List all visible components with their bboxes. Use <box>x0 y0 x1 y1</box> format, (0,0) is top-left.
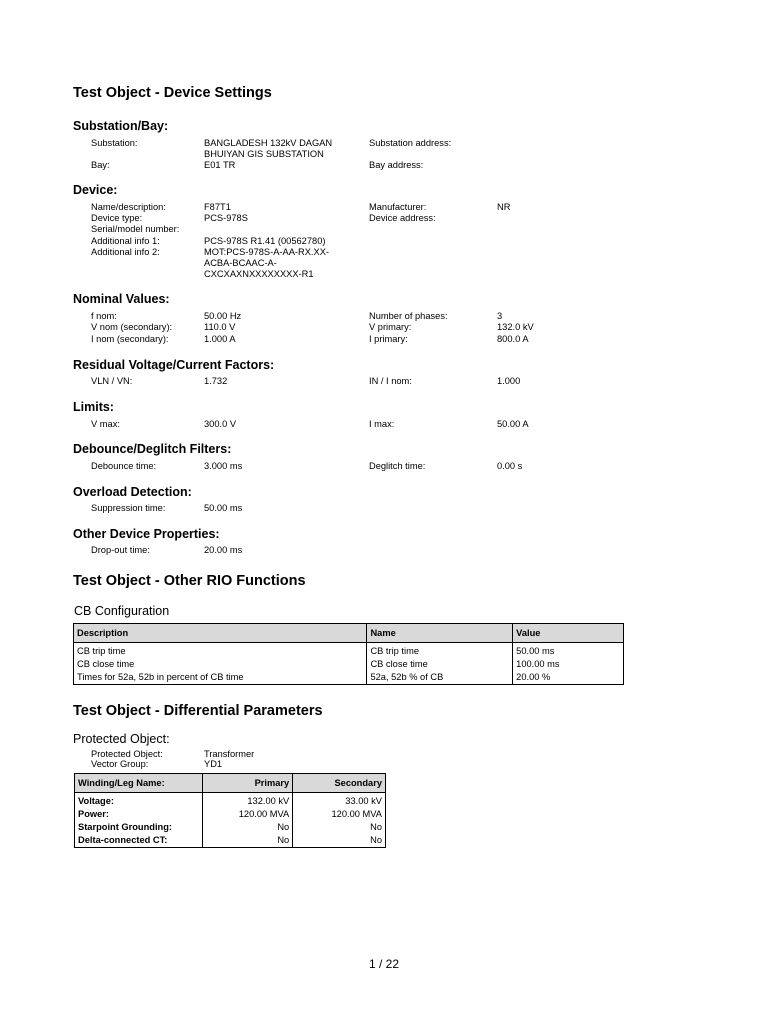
label-debounce-time: Debounce time: <box>91 461 157 471</box>
label-f-nom: f nom: <box>91 311 117 321</box>
cell-parameter: Delta-connected CT: <box>75 834 203 848</box>
cell-primary: No <box>202 834 293 848</box>
value-i-nom: 1.000 A <box>204 334 236 344</box>
heading-cb-configuration: CB Configuration <box>74 604 170 618</box>
value-v-nom: 110.0 V <box>204 322 236 332</box>
table-header-row <box>74 624 624 643</box>
value-suppression-time: 50.00 ms <box>204 503 243 513</box>
label-vln-vn: VLN / VN: <box>91 376 133 386</box>
value-substation: BANGLADESH 132kV DAGAN BHUIYAN GIS SUBSTATION <box>204 138 333 159</box>
label-deglitch-time: Deglitch time: <box>369 461 426 471</box>
value-device-type: PCS-978S <box>204 213 248 223</box>
cell-secondary: No <box>293 821 386 834</box>
cell-secondary: No <box>293 834 386 848</box>
label-suppression-time: Suppression time: <box>91 503 166 513</box>
label-substation-address: Substation address: <box>369 138 452 148</box>
value-deglitch-time: 0.00 s <box>497 461 523 471</box>
section-title-rio-functions: Test Object - Other RIO Functions <box>73 573 306 589</box>
column-header-description: Description <box>74 624 367 643</box>
heading-other-device-properties: Other Device Properties: <box>73 527 220 541</box>
label-additional-info-1: Additional info 1: <box>91 236 160 246</box>
section-title-device-settings: Test Object - Device Settings <box>73 85 272 101</box>
cell-primary: 132.00 kV <box>202 793 293 809</box>
value-name-description: F87T1 <box>204 202 231 212</box>
heading-debounce-filters: Debounce/Deglitch Filters: <box>73 442 232 456</box>
label-device-type: Device type: <box>91 213 143 223</box>
heading-substation-bay: Substation/Bay: <box>73 119 169 133</box>
value-vector-group: YD1 <box>204 759 223 769</box>
label-device-address: Device address: <box>369 213 436 223</box>
cell-description: CB trip time <box>74 643 367 659</box>
label-name-description: Name/description: <box>91 202 166 212</box>
column-header-winding: Winding/Leg Name: <box>75 774 203 793</box>
label-in-inom: IN / I nom: <box>369 376 412 386</box>
label-number-of-phases: Number of phases: <box>369 311 448 321</box>
label-vector-group: Vector Group: <box>91 759 149 769</box>
table-header-row <box>75 774 386 793</box>
value-f-nom: 50.00 Hz <box>204 311 242 321</box>
label-v-nom: V nom (secondary): <box>91 322 173 332</box>
label-v-max: V max: <box>91 419 120 429</box>
cell-description: CB close time <box>74 658 367 671</box>
heading-residual-factors: Residual Voltage/Current Factors: <box>73 358 275 372</box>
heading-protected-object: Protected Object: <box>73 732 170 746</box>
value-protected-object: Transformer <box>204 749 255 759</box>
column-header-value: Value <box>513 624 624 643</box>
label-serial-number: Serial/model number: <box>91 224 180 234</box>
page-number: 1 / 22 <box>368 957 400 971</box>
table-row <box>74 671 624 685</box>
label-additional-info-2: Additional info 2: <box>91 247 160 257</box>
cell-secondary: 33.00 kV <box>293 793 386 809</box>
cell-name: 52a, 52b % of CB <box>367 671 513 685</box>
label-substation: Substation: <box>91 138 138 148</box>
table-row <box>74 643 624 659</box>
value-manufacturer: NR <box>497 202 511 212</box>
label-v-primary: V primary: <box>369 322 412 332</box>
value-bay: E01 TR <box>204 160 236 170</box>
label-bay-address: Bay address: <box>369 160 424 170</box>
value-v-primary: 132.0 kV <box>497 322 534 332</box>
cell-parameter: Power: <box>75 808 203 821</box>
cell-name: CB close time <box>367 658 513 671</box>
heading-overload-detection: Overload Detection: <box>73 485 192 499</box>
value-additional-info-2: MOT:PCS-978S-A-AA-RX.XX- ACBA-BCAAC-A- CXCXAXNXXXXXXXX-R1 <box>204 247 330 279</box>
label-i-max: I max: <box>369 419 395 429</box>
cell-secondary: 120.00 MVA <box>293 808 386 821</box>
table-row <box>75 834 386 848</box>
value-number-of-phases: 3 <box>497 311 503 321</box>
label-manufacturer: Manufacturer: <box>369 202 427 212</box>
cell-description: Times for 52a, 52b in percent of CB time <box>74 671 367 685</box>
label-protected-object: Protected Object: <box>91 749 163 759</box>
value-in-inom: 1.000 <box>497 376 521 386</box>
value-debounce-time: 3.000 ms <box>204 461 243 471</box>
value-v-max: 300.0 V <box>204 419 237 429</box>
label-i-nom: I nom (secondary): <box>91 334 169 344</box>
heading-limits: Limits: <box>73 400 114 414</box>
cell-parameter: Voltage: <box>75 793 203 809</box>
value-drop-out-time: 20.00 ms <box>204 545 243 555</box>
heading-nominal-values: Nominal Values: <box>73 292 170 306</box>
cell-value: 20.00 % <box>513 671 624 685</box>
table-row <box>75 808 386 821</box>
cell-value: 50.00 ms <box>513 643 624 659</box>
label-i-primary: I primary: <box>369 334 408 344</box>
column-header-primary: Primary <box>202 774 293 793</box>
label-drop-out-time: Drop-out time: <box>91 545 150 555</box>
label-bay: Bay: <box>91 160 110 170</box>
cb-configuration-table <box>73 623 624 685</box>
value-additional-info-1: PCS-978S R1.41 (00562780) <box>204 236 326 246</box>
cell-value: 100.00 ms <box>513 658 624 671</box>
column-header-secondary: Secondary <box>293 774 386 793</box>
value-i-max: 50.00 A <box>497 419 529 429</box>
value-i-primary: 800.0 A <box>497 334 529 344</box>
table-row <box>75 821 386 834</box>
winding-table <box>74 773 386 848</box>
cell-parameter: Starpoint Grounding: <box>75 821 203 834</box>
column-header-name: Name <box>367 624 513 643</box>
table-row <box>74 658 624 671</box>
table-row <box>75 793 386 809</box>
value-vln-vn: 1.732 <box>204 376 228 386</box>
section-title-differential-parameters: Test Object - Differential Parameters <box>73 703 323 719</box>
heading-device: Device: <box>73 183 118 197</box>
cell-name: CB trip time <box>367 643 513 659</box>
cell-primary: 120.00 MVA <box>202 808 293 821</box>
cell-primary: No <box>202 821 293 834</box>
